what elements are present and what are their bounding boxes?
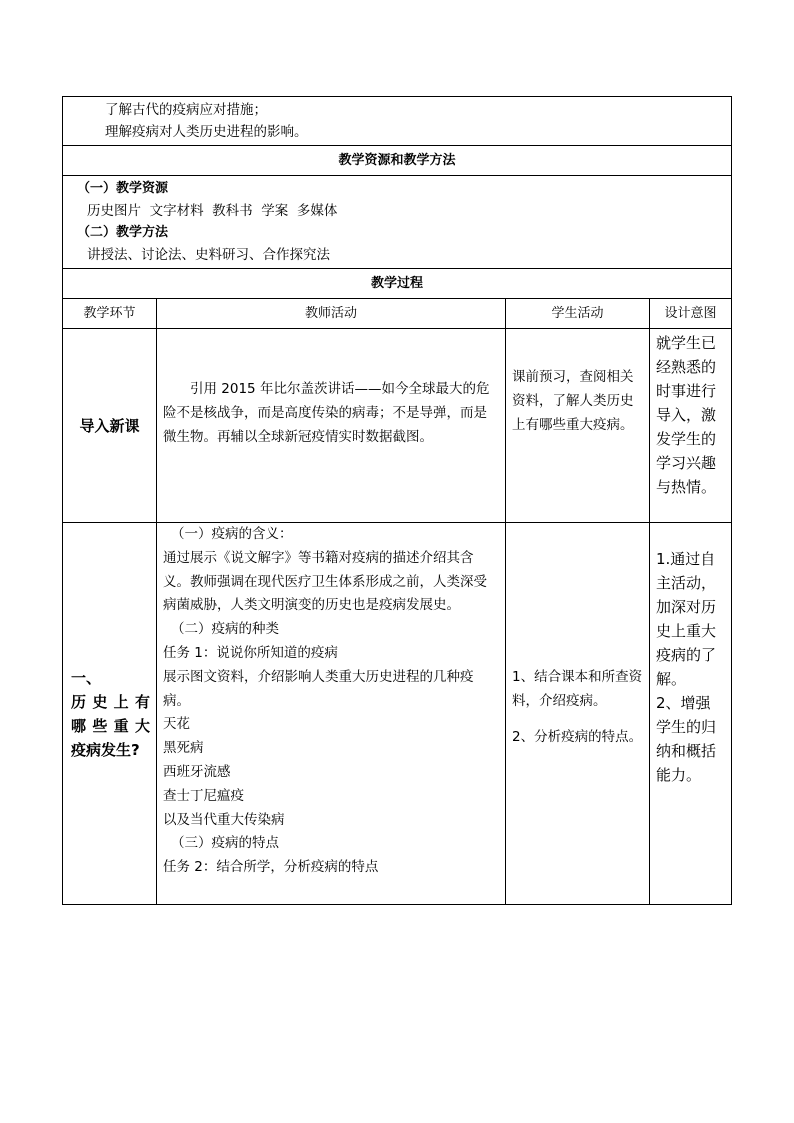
resources-row	[63, 176, 732, 269]
student-activity-cell	[506, 523, 650, 905]
teacher-activity-cell: 引用 2015 年比尔盖茨讲话——如今全球最大的危险不是核战争，而是高度传染的病毒；不是导弹，而是微生物。再辅以全球新冠疫情实时数据截图。	[157, 329, 506, 523]
table-row	[63, 523, 732, 905]
column-header-row	[63, 299, 732, 329]
column-header: 教学环节	[63, 299, 157, 329]
student-line: 2、分析疫病的特点。	[512, 729, 643, 745]
column-header: 设计意图	[650, 299, 732, 329]
process-title: 教学过程	[63, 269, 732, 299]
column-header: 学生活动	[506, 299, 650, 329]
resources-title: 教学资源和教学方法	[63, 146, 732, 176]
teacher-line: 任务 2：结合所学，分析疫病的特点	[163, 859, 379, 876]
table-row	[63, 329, 732, 523]
resources-heading: （一）教学资源	[77, 181, 169, 196]
methods-heading: （二）教学方法	[77, 225, 169, 240]
lesson-plan-document	[62, 96, 731, 905]
objective-item: 了解古代的疫病应对措施；	[105, 102, 267, 118]
stage-cell	[63, 523, 157, 905]
resources-items: 历史图片 文字材料 教科书 学案 多媒体	[87, 203, 338, 219]
objective-item: 理解疫病对人类历史进程的影响。	[105, 124, 308, 140]
process-title-row	[63, 269, 732, 299]
design-intent-cell: 就学生已经熟悉的时事进行导入，激发学生的学习兴趣与热情。	[650, 329, 732, 523]
lesson-plan-table	[62, 96, 732, 905]
teacher-line: （三）疫病的特点	[171, 835, 279, 852]
resources-title-row	[63, 146, 732, 176]
stage-line: 哪些重大	[71, 716, 150, 735]
teacher-line: 以及当代重大传染病	[163, 811, 285, 828]
teacher-line: （二）疫病的种类	[171, 621, 279, 638]
teacher-line: 天花	[163, 716, 190, 733]
design-intent-cell	[650, 523, 732, 905]
teacher-line: 任务 1：说说你所知道的疫病	[163, 644, 338, 661]
teacher-line: 通过展示《说文解字》等书籍对疫病的描述介绍其含义。教师强调在现代医疗卫生体系形成之前，人类深受病菌威胁，人类文明演变的历史也是疫病发展史。	[163, 549, 487, 614]
teacher-line: 西班牙流感	[163, 763, 231, 780]
teacher-line: 展示图文资料，介绍影响人类重大历史进程的几种疫病。	[163, 668, 474, 709]
methods-items: 讲授法、讨论法、史料研习、合作探究法	[87, 247, 330, 263]
teacher-line: 查士丁尼瘟疫	[163, 787, 244, 804]
design-line: 1.通过自主活动，加深对历史上重大疫病的了解。	[656, 550, 717, 688]
teacher-activity-cell	[157, 523, 506, 905]
student-line: 1、结合课本和所查资料，介绍疫病。	[512, 669, 643, 709]
design-line: 2、增强学生的归纳和概括能力。	[656, 694, 717, 784]
stage-line: 疫病发生?	[71, 740, 140, 759]
column-header: 教师活动	[157, 299, 506, 329]
teacher-line: （一）疫病的含义：	[171, 526, 293, 542]
stage-cell: 导入新课	[63, 329, 157, 523]
stage-line: 历史上有	[71, 692, 150, 711]
student-activity-cell: 课前预习，查阅相关资料，了解人类历史上有哪些重大疫病。	[506, 329, 650, 523]
teacher-line: 黑死病	[163, 740, 204, 757]
stage-line: 一、	[71, 668, 102, 687]
objectives-row	[63, 97, 732, 146]
